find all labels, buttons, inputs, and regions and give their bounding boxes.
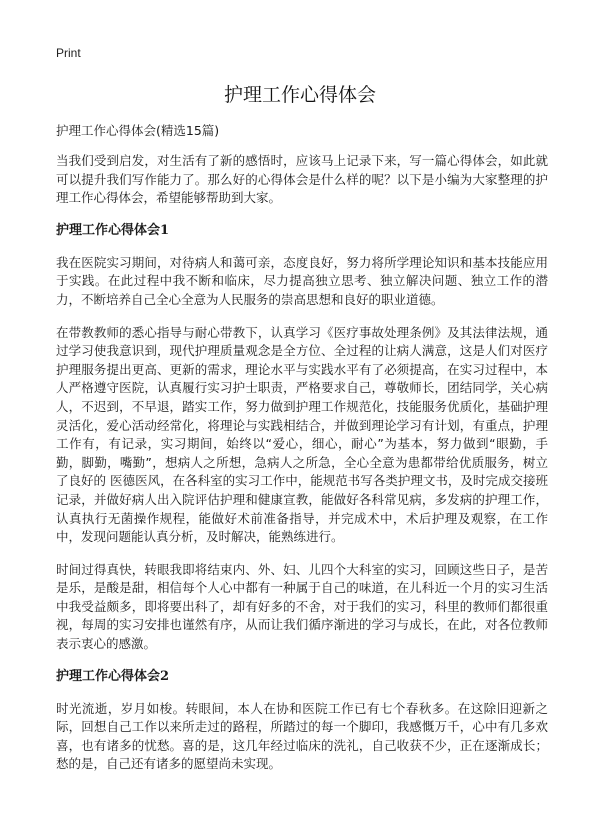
section-2-heading: 护理工作心得体会2 — [56, 668, 170, 684]
section-1-paragraph-3: 时间过得真快，转眼我即将结束内、外、妇、儿四个大科室的实习，回顾这些日子，是苦是乐，是酸是甜，相信每个人心中都有一种属于自己的味道，在儿科近一个月的实习生活中我受益颇多，即将要出科了，却有好多的不舍，对于我们的实习，科里的教师们都很重视，每周的实习安排也谨然有序，从而让我们循序渐进的学习与成长，在此，对各位教师表示衷心的感激。 — [56, 561, 548, 652]
section-2-paragraph-1: 时光流逝，岁月如梭。转眼间，本人在协和医院工作已有七个春秋多。在这除旧迎新之际，回想自己工作以来所走过的路程，所踏过的每一个脚印，我感慨万千，心中有几多欢喜，也有诸多的忧愁。喜的是，这几年经过临床的洗礼，自己收获不少，正在逐渐成长；愁的是，自己还有诸多的愿望尚未实现。 — [56, 700, 548, 772]
document-body — [56, 122, 548, 788]
section-1-heading: 护理工作心得体会1 — [56, 222, 170, 238]
section-1-paragraph-1: 我在医院实习期间，对待病人和蔼可亲，态度良好，努力将所学理论知识和基本技能应用于实践。在此过程中我不断和临床，尽力提高独立思考、独立解决问题、独立工作的潜力，不断培养自己全心全意为人民服务的崇高思想和良好的职业道德。 — [56, 254, 548, 307]
print-link[interactable]: Print — [56, 46, 81, 60]
section-1-paragraph-2: 在带教教师的悉心指导与耐心带教下，认真学习《医疗事故处理条例》及其法律法规，通过学习使我意识到，现代护理质量观念是全方位、全过程的让病人满意，这是人们对医疗护理服务提出更高、更新的需求，理论水平与实践水平有了必须提高，在实习过程中，本人严格遵守医院，认真履行实习护士职责，严格要求自己，尊敬师长，团结同学，关心病人，不迟到，不早退，踏实工作，努力做到护理工作规范化，技能服务优质化，基础护理灵活化，爱心活动经常化，将理论与实践相结合，并做到理论学习有计划，有重点，护理工作有，有记录，实习期间，始终以“爱心，细心，耐心”为基本，努力做到“眼勤，手勤，脚勤，嘴勤”，想病人之所想，急病人之所急，全心全意为患都带给优质服务，树立了良好的 医德医风，在各科室的实习工作中，能规范书写各类护理文书，及时完成交接班记录，并做好病人出入院评估护理和健康宣教，能做好各科常见病，多发病的护理工作，认真执行无菌操作规程，能做好术前准备指导，并完成术中，术后护理及观察，在工作中，发现问题能认真分析，及时解决，能熟练进行。 — [56, 324, 548, 545]
document-subtitle: 护理工作心得体会(精选15篇) — [56, 123, 220, 138]
intro-paragraph: 当我们受到启发，对生活有了新的感悟时，应该马上记录下来，写一篇心得体会，如此就可以提升我们写作能力了。那么好的心得体会是什么样的呢？以下是小编为大家整理的护理工作心得体会，希望能够帮助到大家。 — [56, 153, 548, 206]
document-title: 护理工作心得体会 — [223, 84, 376, 106]
